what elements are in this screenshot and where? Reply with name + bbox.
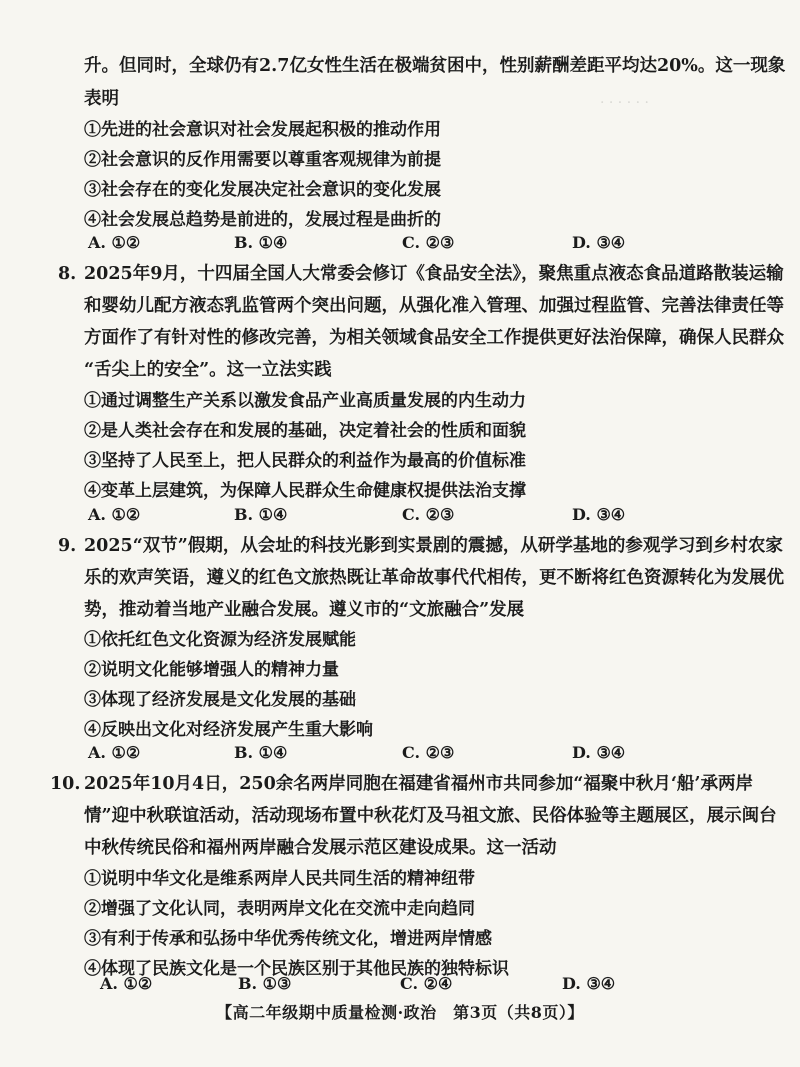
question-8-line-2: 和婴幼儿配方液态乳监管两个突出问题，从强化准入管理、加强过程监管、完善法律责任等 bbox=[84, 296, 784, 316]
question-8-choice-c: C. ②③ bbox=[402, 505, 455, 524]
bleed-through-text: · · · · · · bbox=[600, 95, 649, 111]
question-8-line-3: 方面作了有针对性的修改完善，为相关领域食品安全工作提供更好法治保障，确保人民群众 bbox=[84, 328, 784, 348]
intro-option-3: ③社会存在的变化发展决定社会意识的变化发展 bbox=[84, 180, 441, 200]
question-9-option-3: ③体现了经济发展是文化发展的基础 bbox=[84, 690, 356, 710]
question-8-option-2: ②是人类社会存在和发展的基础，决定着社会的性质和面貌 bbox=[84, 421, 526, 441]
intro-choice-a: A. ①② bbox=[88, 233, 141, 252]
intro-option-4: ④社会发展总趋势是前进的，发展过程是曲折的 bbox=[84, 210, 441, 230]
question-8-option-3: ③坚持了人民至上，把人民群众的利益作为最高的价值标准 bbox=[84, 451, 526, 471]
question-9-option-1: ①依托红色文化资源为经济发展赋能 bbox=[84, 630, 356, 650]
question-9-choice-a: A. ①② bbox=[88, 743, 141, 762]
question-10-number: 10. bbox=[50, 774, 81, 794]
intro-choice-d: D. ③④ bbox=[572, 233, 626, 252]
question-10-choice-d: D. ③④ bbox=[562, 974, 616, 993]
intro-choice-b: B. ①④ bbox=[234, 233, 288, 252]
intro-line-1: 升。但同时，全球仍有2.7亿女性生活在极端贫困中，性别薪酬差距平均达20%。这一现象 bbox=[84, 56, 786, 76]
question-9-option-4: ④反映出文化对经济发展产生重大影响 bbox=[84, 720, 373, 740]
question-9-choice-d: D. ③④ bbox=[572, 743, 626, 762]
question-10-choice-c: C. ②④ bbox=[400, 974, 453, 993]
intro-line-2: 表明 bbox=[84, 89, 119, 109]
question-10-line-2: 情”迎中秋联谊活动，活动现场布置中秋花灯及马祖文旅、民俗体验等主题展区，展示闽台 bbox=[84, 806, 777, 826]
question-9-line-1: 2025“双节”假期，从会址的科技光影到实景剧的震撼，从研学基地的参观学习到乡村农家 bbox=[84, 536, 783, 556]
question-9-choice-b: B. ①④ bbox=[234, 743, 288, 762]
intro-option-1: ①先进的社会意识对社会发展起积极的推动作用 bbox=[84, 120, 441, 140]
question-9-number: 9. bbox=[58, 536, 77, 556]
question-8-option-1: ①通过调整生产关系以激发食品产业高质量发展的内生动力 bbox=[84, 391, 526, 411]
question-10-line-1: 2025年10月4日，250余名两岸同胞在福建省福州市共同参加“福聚中秋月‘船’承两岸 bbox=[84, 774, 754, 794]
question-8-option-4: ④变革上层建筑，为保障人民群众生命健康权提供法治支撑 bbox=[84, 481, 526, 501]
question-8-line-1: 2025年9月，十四届全国人大常委会修订《食品安全法》，聚焦重点液态食品道路散装运输 bbox=[84, 264, 784, 284]
question-10-choice-a: A. ①② bbox=[100, 974, 153, 993]
intro-choice-c: C. ②③ bbox=[402, 233, 455, 252]
question-8-choice-a: A. ①② bbox=[88, 505, 141, 524]
question-10-option-2: ②增强了文化认同，表明两岸文化在交流中走向趋同 bbox=[84, 899, 475, 919]
question-9-option-2: ②说明文化能够增强人的精神力量 bbox=[84, 660, 339, 680]
question-9-choice-c: C. ②③ bbox=[402, 743, 455, 762]
question-8-choice-b: B. ①④ bbox=[234, 505, 288, 524]
question-10-line-3: 中秋传统民俗和福州两岸融合发展示范区建设成果。这一活动 bbox=[84, 838, 557, 858]
question-8-number: 8. bbox=[58, 264, 77, 284]
question-9-line-2: 乐的欢声笑语，遵义的红色文旅热既让革命故事代代相传，更不断将红色资源转化为发展优 bbox=[84, 568, 784, 588]
question-9-line-3: 势，推动着当地产业融合发展。遵义市的“文旅融合”发展 bbox=[84, 600, 525, 620]
question-10-option-4: ④体现了民族文化是一个民族区别于其他民族的独特标识 bbox=[84, 959, 509, 979]
question-8-line-4: “舌尖上的安全”。这一立法实践 bbox=[84, 360, 332, 380]
question-10-option-3: ③有利于传承和弘扬中华优秀传统文化，增进两岸情感 bbox=[84, 929, 492, 949]
intro-option-2: ②社会意识的反作用需要以尊重客观规律为前提 bbox=[84, 150, 441, 170]
question-8-choice-d: D. ③④ bbox=[572, 505, 626, 524]
page-footer: 【高二年级期中质量检测·政治 第3页（共8页）】 bbox=[216, 1003, 584, 1022]
question-10-choice-b: B. ①③ bbox=[238, 974, 292, 993]
question-10-option-1: ①说明中华文化是维系两岸人民共同生活的精神纽带 bbox=[84, 869, 475, 889]
